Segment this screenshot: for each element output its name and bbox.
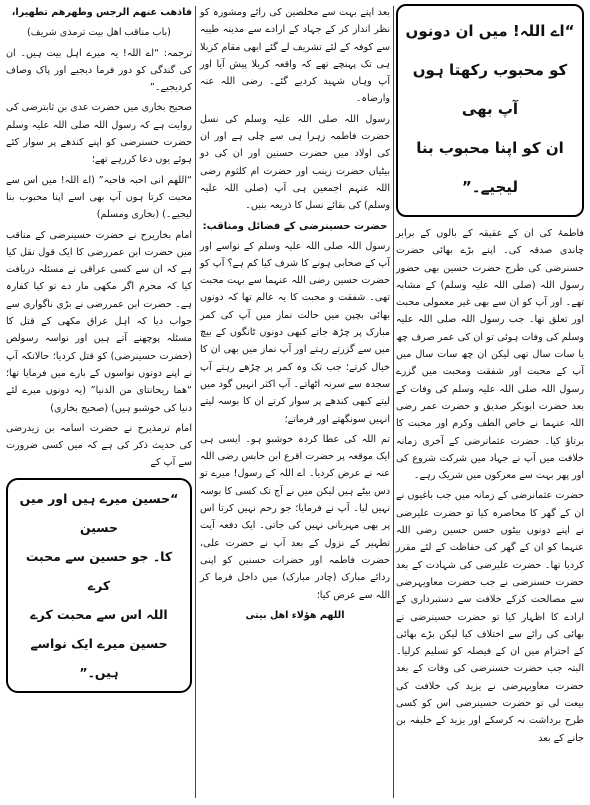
column-divider [195,6,196,798]
paragraph: “اللھم انی احبہ فاحبہ” (اے اللہ! میں اس سے محبت کرتا ہوں آپ بھی اسے اپنا محبوب بنا لیجیے۔) (بخاری ومسلم) [6,174,192,221]
paragraph: رسول اللہ صلی اللہ علیہ وسلم کے نواسے اور آپ کے صحابی ہونے کا شرف کیا کم ہے؟ آپ کو حضرت حسین رضی اللہ عنہما سے بہت محبت تھی۔ شفقت و محبت کا یہ عالم تھا کہ دونوں بھائی بچپن میں حالت نماز میں آپ کی کمر مبارک پر چڑھ جاتے کبھی دونوں ٹانگوں کے بیچ میں سے گزرتے رہتے اور آپ نماز میں بھی ان کا خیال کرتے؛ جب تک وہ کمر پر چڑھے رہتے آپ سجدہ سے سرنہ اٹھاتے۔ آپ اکثر انہیں گود میں لیتے کبھی کندھے پر سوار کرتے ان کا بوسہ لیتے انہیں سونگھتے اور فرماتے؛ [200,240,390,425]
paragraph: تم اللہ کی عطا کردہ خوشبو ہو۔ ایسی ہی ایک موقعہ پر حضرت اقرع ابن حابس رضی اللہ عنہ نے عرض کردیا۔ اے اللہ کے رسول! میرے تو دس بیٹے ہیں لیکن میں نے آج تک کسی کا بوسہ نہیں لیا۔ آپ نے فرمایا؛ جو رحم نہیں کرتا اس پر بھی مہربانی نہیں کی جاتی۔ ایک دفعہ آیت تطہیر کے نزول کے بعد آپ نے حضرت علی، حضرت فاطمہ اور حضرات حسنین کو اپنی ردائے مبارک (چادر مبارک) میں داخل فرما کر اللہ سے عرض کیا؛ [200,433,390,601]
paragraph: رسول اللہ صلی اللہ علیہ وسلم کی نسل حضرت فاطمہ زہرا ہی سے چلی ہے اور ان کی اولاد میں حضرت حسنین اور ان کی دو بیٹیاں حضرت زینب اور حضرت ام کلثوم رضی اللہ عنہم اجمعین ہی آپ (صلی اللہ علیہ وسلم) کی بقائے نسل کا ذریعہ بنیں۔ [200,113,390,212]
left-column [6,4,192,701]
pull-quote-top [396,4,584,217]
quote-line: اللہ اس سے محبت کرے [30,606,168,622]
paragraph: امام ترمذیرح نے حضرت اسامہ بن زیدرضی کی حدیث ذکر کی ہے کہ میں کسی ضرورت سے آپ کے [6,422,192,469]
quote-line: ان کو اپنا محبوب بنا لیجیے۔” [416,139,564,196]
paragraph: امام بخاریرح نے حضرت حسینرضی کے مناقب میں حضرت ابن عمررضی کا ایک قول نقل کیا ہے کہ ان سے کسی عراقی نے مسئلہ دریافت کیا کہ محرم اگر مکھی مار دے تو کیا کفارہ ہے۔ حضرت ابن عمررضی نے بڑی ناگواری سے جواب دیا کہ اہل عراق مکھی کے قتل کا مسئلہ پوچھنے آتے ہیں اور نواسہ رسولص (حضرت حسینرضی) کو قتل کردیا؛ حالانکہ آپ نے اپنے دونوں نواسوں کے بارے میں فرمایا تھا؛ “ھما ریحانتای من الدنیا” (یہ دونوں میرے لئے دنیا کی خوشبو ہیں) (صحیح بخاری) [6,229,192,414]
paragraph: حضرت عثمانرضی کے زمانہ میں جب باغیوں نے ان کے گھر کا محاصرہ کیا تو حضرت علیرضی نے اپنے دونوں بیٹوں حسن حسین رضی اللہ عنہما کو ان کے گھر کی حفاظت کے لئے مقرر کردیا تھا۔ حضرت علیرضی کی شہادت کے بعد حضرت حسنرضی نے جب حضرت معاویہرضی سے مصالحت کرکے خلافت سے دستبرداری کے ارادے کا اظہار کیا تو حضرت حسینرضی نے بھائی کی رائے سے اختلاف کیا لیکن بڑے بھائی کے احترام میں ان کے فیصلہ کو تسلیم کرلیا۔ البتہ جب حضرت حسنرضی کی وفات کے بعد حضرت معاویہرضی نے یزید کی خلافت کی بیعت لی تو حضرت حسینرضی اس کو کسی طرح برداشت نہ کرسکے اور یزید کے خلیفہ بن جانے کے بعد [396,490,584,744]
middle-column [200,4,390,627]
paragraph: ترجمہ: “اے اللہ! یہ میرے اہل بیت ہیں۔ ان کی گندگی کو دور فرما دیجیے اور پاک وصاف کردیجیے۔” [6,47,192,94]
citation: (باب مناقب اھل بیت ترمذی شریف) [27,27,171,39]
pull-quote-bottom [6,478,192,693]
paragraph: فاطمۂ کی ان کے عقیقہ کے بالوں کے برابر چاندی صدقہ کی۔ اپنے بڑے بھائی حضرت حسنرضی کی طرح حضرت حسین بھی حضور رسول اللہ (صلی اللہ علیہ وسلم) کے مشابہ تھے۔ اور آپ کو ان سے بھی غیر معمولی محبت اور تعلق تھا۔ جب رسول اللہ صلی اللہ علیہ وسلم کی وفات ہوئی تو ان کی عمر صرف چھ یا سات سال تھی لیکن ان چھ سات سال میں آپ کے محبت اور شفقت ومحبت میں گزرے رسول اللہ صلی اللہ علیہ وسلم کی وفات کے بعد حضرت ابوبکر صدیق و حضرت عمر رضی اللہ عنہما نے خاص الطف وکرم اور محبت کا برتاؤ کیا۔ حضرت عثمانرضی کے آخری زمانہ خلافت میں آپ نے جہاد میں شرکت شروع کی اور پھر بہت سے معرکوں میں شریک رہے۔ [396,228,584,482]
quote-line: کا۔ جو حسین سے محبت کرے [25,548,173,593]
section-heading: حضرت حسینرضی کے فضائل ومناقب: [202,220,388,232]
quote-line: کو محبوب رکھتا ہوں آپ بھی [412,61,568,118]
paragraph: بعد اپنے بہت سے مخلصین کی رائے ومشورہ کو نظر انداز کر کے جہاد کے ارادے سے مدینہ طیبہ سے کوفہ کے لئے تشریف لے گئے ابھی مقام کربلا ہی تک پہنچے تھے کہ واقعہ کربلا پیش آیا اور آپ وہاں شہید کردیے گئے۔ رضی اللہ عنہ وارضاہ۔ [200,7,390,105]
arabic-verse: اللھم ھؤلاء اھل بیتی [245,609,345,621]
quote-line: “اے اللہ! میں ان دونوں [405,22,575,40]
paragraph: صحیح بخاری میں حضرت عدی بن ثابترضی کی روایت ہے کہ رسول اللہ صلی اللہ علیہ وسلم حضرت حسنرضی کو اپنے کندھے پر سوار کئے ہوئے یوں دعا کررہے تھے؛ [5,102,192,166]
right-column [396,4,584,750]
quote-line: حسین میرے ایک نواسے ہیں۔” [30,635,168,680]
column-divider [393,6,394,798]
quote-line: “حسین میرے ہیں اور میں حسین [19,490,179,535]
arabic-verse: فاذھب عنھم الرجس وطھرھم تطھيرا، [11,7,192,18]
